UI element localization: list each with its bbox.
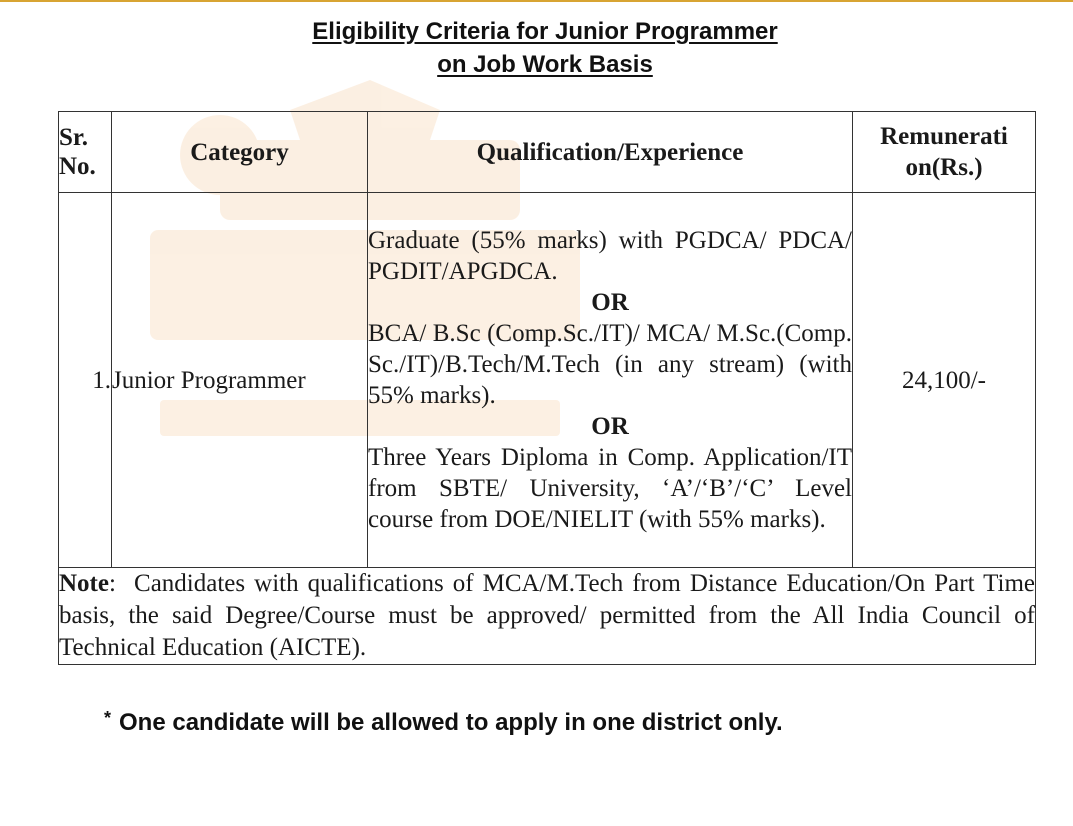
or-separator: OR: [591, 413, 629, 440]
row-qualification: [368, 193, 853, 568]
row-sr-no: 1.: [59, 193, 112, 568]
note-row: [59, 568, 1036, 665]
asterisk: *: [104, 708, 112, 728]
header-row: [59, 112, 1036, 193]
top-border: [0, 0, 1073, 2]
header-category: Category: [112, 112, 368, 193]
header-remuneration: Remunerati on(Rs.): [853, 112, 1036, 193]
qualification-option-2: BCA/ B.Sc (Comp.Sc./IT)/ MCA/ M.Sc.(Comp. Sc./IT)/B.Tech/M.Tech (in any stream) (with 55% marks).: [368, 320, 852, 409]
note-label: Note: [59, 570, 109, 597]
header-sr-no: Sr. No.: [59, 112, 112, 193]
page-title: Eligibility Criteria for Junior Programmer: [312, 18, 778, 45]
or-separator: OR: [591, 289, 629, 316]
note-cell: Note: Candidates with qualifications of MCA/M.Tech from Distance Education/On Part Time basis, the said Degree/Course must be approved/ permitted from the All India Council of Technical Education (AICTE).: [59, 568, 1036, 665]
header-qualification: Qualification/Experience: [368, 112, 853, 193]
footer-text: One candidate will be allowed to apply in one district only.: [119, 709, 783, 736]
page-subtitle: on Job Work Basis: [437, 51, 653, 78]
note-text: Candidates with qualifications of MCA/M.Tech from Distance Education/On Part Time basis, the said Degree/Course must be approved/ permitted from the All India Council of Technical Education (AICTE).: [59, 570, 1035, 661]
qualification-option-1: Graduate (55% marks) with PGDCA/ PDCA/ PGDIT/APGDCA.: [368, 227, 852, 285]
qualification-option-3: Three Years Diploma in Comp. Application/IT from SBTE/ University, ‘A’/‘B’/‘C’ Level course from DOE/NIELIT (with 55% marks).: [368, 444, 852, 533]
footer-note: [104, 708, 783, 737]
row-category: Junior Programmer: [112, 193, 368, 568]
table-row: [59, 193, 1036, 568]
eligibility-table: [58, 111, 1036, 665]
row-remuneration: 24,100/-: [853, 193, 1036, 568]
